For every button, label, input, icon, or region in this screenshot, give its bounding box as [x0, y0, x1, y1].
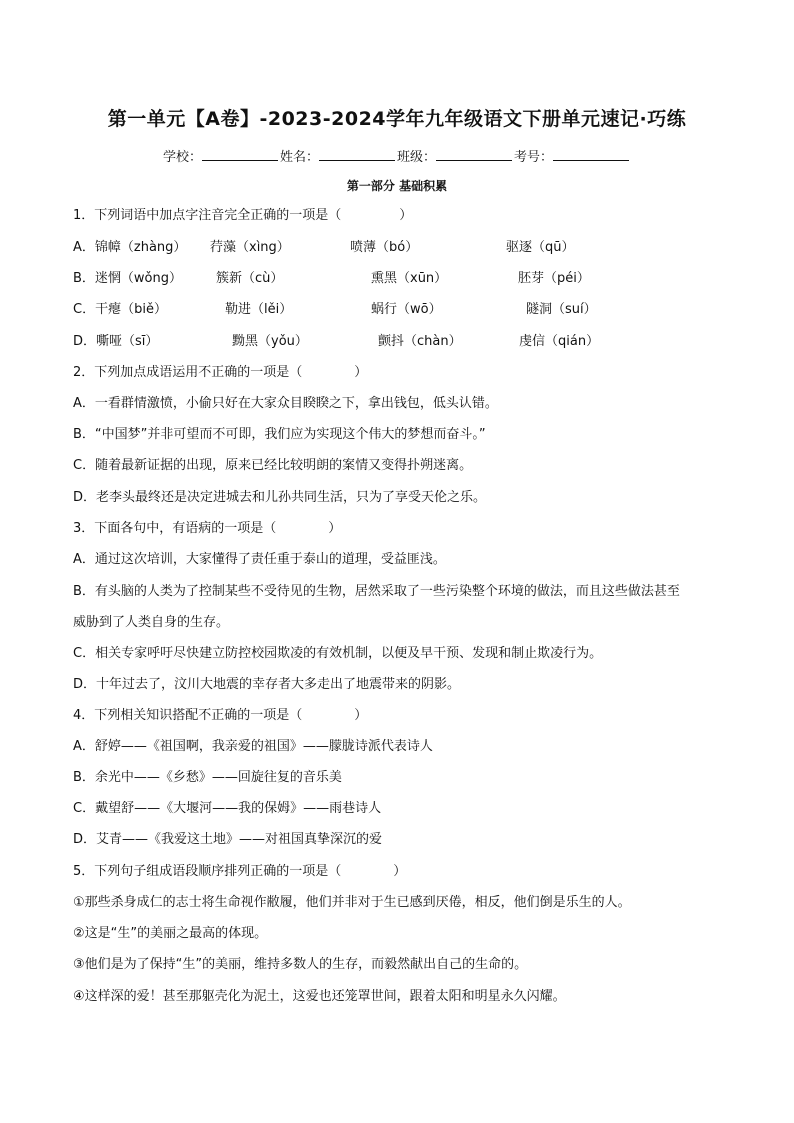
q4-option-b: B．余光中——《乡愁》——回旋往复的音乐美	[73, 770, 342, 785]
q3-option-b-continued: 威胁到了人类自身的生存。	[73, 615, 230, 630]
q3-option-a: A．通过这次培训，大家懂得了责任重于泰山的道理，受益匪浅。	[73, 552, 446, 567]
name-label: 姓名：	[279, 150, 319, 165]
q1-option-d-word1: D．嘶哑（sī）	[73, 334, 159, 349]
q4-option-c: C．戴望舒——《大堰河——我的保姆》——雨巷诗人	[73, 801, 382, 816]
q3-option-b: B．有头脑的人类为了控制某些不受待见的生物，居然采取了一些污染整个环境的做法，而且这些做法甚至	[73, 584, 680, 599]
q4-option-d: D．艾青——《我爱这土地》——对祖国真挚深沉的爱	[73, 832, 383, 847]
q5-sentence-3: ③他们是为了保持“生”的美丽，维持多数人的生存，而毅然献出自己的生命的。	[73, 957, 528, 972]
q1-option-a-word3: 喷薄（bó）	[350, 240, 419, 255]
question-5-stem: 5．下列句子组成语段顺序排列正确的一项是（ ）	[73, 864, 407, 879]
q1-option-a-word1: A．锦幛（zhàng）	[73, 240, 187, 255]
q3-option-d: D．十年过去了，汶川大地震的幸存者大多走出了地震带来的阴影。	[73, 677, 461, 692]
q2-option-d: D．老李头最终还是决定进城去和儿孙共同生活，只为了享受天伦之乐。	[73, 490, 487, 505]
question-3-stem: 3．下面各句中，有语病的一项是（ ）	[73, 521, 342, 536]
q1-option-c-word3: 蜗行（wō）	[371, 302, 442, 317]
q1-option-b-word4: 胚芽（péi）	[518, 271, 590, 286]
q5-sentence-2: ②这是“生”的美丽之最高的体现。	[73, 926, 268, 941]
name-blank[interactable]	[319, 148, 395, 161]
question-4-stem: 4．下列相关知识搭配不正确的一项是（ ）	[73, 708, 368, 723]
question-2-stem: 2．下列加点成语运用不正确的一项是（ ）	[73, 365, 368, 380]
q1-option-d-word2: 黝黑（yǒu）	[232, 334, 308, 349]
q5-sentence-1: ①那些杀身成仁的志士将生命视作敝履，他们并非对于生已感到厌倦，相反，他们倒是乐生的人。	[73, 895, 631, 910]
q1-option-c-word2: 勒进（lěi）	[225, 302, 293, 317]
school-blank[interactable]	[202, 148, 278, 161]
section-heading: 第一部分 基础积累	[346, 179, 448, 193]
q2-option-a: A．一看群情激愤，小偷只好在大家众目睽睽之下，拿出钱包，低头认错。	[73, 396, 498, 411]
q4-option-a: A．舒婷——《祖国啊，我亲爱的祖国》——朦胧诗派代表诗人	[73, 739, 433, 754]
q1-option-c-word4: 隧洞（suí）	[526, 302, 597, 317]
q1-option-b-word2: 簇新（cù）	[216, 271, 284, 286]
q1-option-b-word1: B．迷惘（wǒng）	[73, 271, 182, 286]
number-label: 考号：	[514, 150, 554, 165]
q1-option-b-word3: 熏黑（xūn）	[371, 271, 448, 286]
q3-option-c: C．相关专家呼吁尽快建立防控校园欺凌的有效机制，以便及早干预、发现和制止欺凌行为。	[73, 646, 603, 661]
q1-option-a-word2: 荇藻（xìng）	[210, 240, 290, 255]
school-label: 学校：	[162, 150, 202, 165]
q2-option-b: B．“中国梦”并非可望而不可即，我们应为实现这个伟大的梦想而奋斗。”	[73, 427, 486, 442]
q1-option-c-word1: C．干瘪（biě）	[73, 302, 167, 317]
document-title: 第一单元【A卷】-2023-2024学年九年级语文下册单元速记·巧练	[107, 108, 687, 130]
class-blank[interactable]	[436, 148, 512, 161]
q1-option-d-word3: 颤抖（chàn）	[378, 334, 462, 349]
q1-option-d-word4: 虔信（qián）	[519, 334, 600, 349]
q5-sentence-4: ④这样深的爱！甚至那躯壳化为泥土，这爱也还笼罩世间，跟着太阳和明星永久闪耀。	[73, 989, 566, 1004]
student-info-row	[0, 146, 794, 165]
question-1-stem: 1．下列词语中加点字注音完全正确的一项是（ ）	[73, 208, 413, 223]
class-label: 班级：	[397, 150, 437, 165]
q1-option-a-word4: 驱逐（qū）	[506, 240, 575, 255]
q2-option-c: C．随着最新证据的出现，原来已经比较明朗的案情又变得扑朔迷离。	[73, 458, 473, 473]
number-blank[interactable]	[553, 148, 629, 161]
